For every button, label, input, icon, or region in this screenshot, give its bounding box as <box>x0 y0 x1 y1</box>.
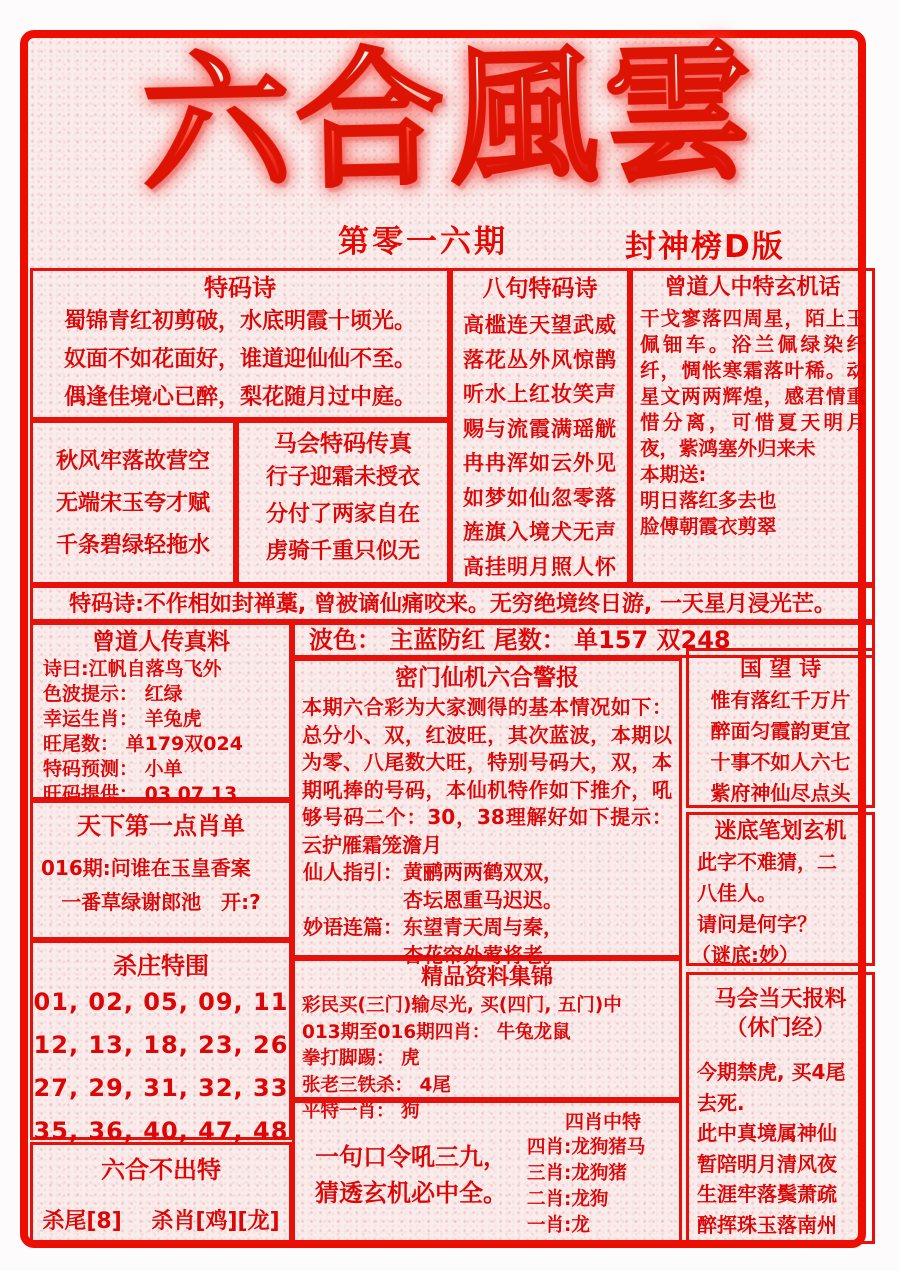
chuanzhenliao-line: 特码预测： 小单 <box>43 758 183 780</box>
sixiao-line: 三肖:龙狗猪 <box>527 1163 627 1184</box>
sixiao-title: 四肖中特 <box>564 1111 641 1133</box>
baju-title: 八句特码诗 <box>482 276 598 302</box>
shazhuang-numbers: 27, 29, 31, 32, 33 <box>33 1074 289 1102</box>
chuanzhen-box <box>236 420 450 585</box>
tema-shi-title: 特码诗 <box>204 274 276 302</box>
baju-box <box>450 268 630 585</box>
chuanzhenliao-line: 旺码提供： 03 07 13 <box>43 783 238 805</box>
jingpin-line: 张老三铁杀： 4尾 <box>302 1074 451 1096</box>
kouling-box <box>292 1100 682 1244</box>
chuanzhen-line: 分付了两家自在 <box>265 502 420 527</box>
midi-line: 此字不难猜，二 <box>697 850 837 874</box>
tema-shi-line: 蜀锦青红初剪破，水底明霞十顷光。 <box>63 309 416 334</box>
issue-number: 第零一六期 <box>338 224 508 260</box>
mimen-body: 本期六合彩为大家测得的基本情况如下：总分小、双，红波旺，其次蓝波，本期以为零、八尾数大旺，特别号码大，双，本期吼捧的号码，本仙机特作如下推介，吼够号码二个：30，38理解好如下提示：云护雁霜笼澹月 <box>302 695 672 857</box>
baoliao-box <box>686 972 875 1244</box>
baju-line: 听水上红妆笑声 <box>463 382 617 406</box>
tema-shi-line: 偶逢佳境心已醉，梨花随月过中庭。 <box>63 385 416 410</box>
shazhuang-numbers: 01, 02, 05, 09, 11 <box>33 988 289 1016</box>
kouling-line: 一句口令吼三九， <box>315 1143 507 1171</box>
midi-title: 迷底笔划玄机 <box>714 819 847 844</box>
midi-line: 八佳人。 <box>697 881 777 905</box>
chuanzhenliao-line: 幸运生肖： 羊兔虎 <box>43 708 202 730</box>
tema-shi-line: 奴面不如花面好，谁道迎仙仙不至。 <box>63 347 416 372</box>
guowang-box <box>686 648 875 808</box>
kouling-slogan <box>295 1133 527 1211</box>
guowang-title: 国 望 诗 <box>739 657 822 682</box>
baju-line: 冉冉浑如云外见 <box>463 451 617 475</box>
page-title: 六合風雲 <box>0 33 900 207</box>
tema-shi-strip <box>30 585 875 622</box>
guowang-line: 紫府神仙尽点头 <box>710 781 851 805</box>
baoliao-line: 今期禁虎, 买4尾 <box>697 1060 846 1084</box>
tema-shi-strip-text: 特码诗:不作相如封禅藁, 曾被谪仙痛咬来。无穷绝境终日游, 一天星月浸光芒。 <box>69 592 836 617</box>
jingpin-title: 精品资料集锦 <box>420 965 553 990</box>
qiufeng-line: 千条碧绿轻拖水 <box>55 533 210 558</box>
xuanji-gift-line: 脸傅朝霞衣剪翠 <box>640 515 777 538</box>
baoliao-line: 去死. <box>697 1090 745 1115</box>
baoliao-line: 生涯牢落鬓萧疏 <box>697 1182 837 1206</box>
buchute-line: 杀尾[8] 杀肖[鸡][龙] <box>42 1209 280 1234</box>
guowang-line: 惟有落红千万片 <box>710 688 851 712</box>
xuanji-box <box>630 268 875 585</box>
dianxiao-line: 一番草绿谢郎池 开:? <box>61 890 261 914</box>
baju-line: 如梦如仙忽零落 <box>463 485 617 510</box>
buchute-title: 六合不出特 <box>101 1156 221 1184</box>
mimen-line: 仙人指引：黄鹂两两鹤双双， <box>303 860 563 884</box>
midi-line: 请问是何字？ <box>697 912 817 936</box>
sixiao-line: 一肖:龙 <box>527 1215 590 1236</box>
mimen-box <box>292 658 682 967</box>
baju-line: 高槛连天望武威 <box>463 313 617 337</box>
baju-line: 落花丛外风惊鹊 <box>463 347 617 372</box>
jingpin-line: 013期至016期四肖： 牛兔龙鼠 <box>302 1021 571 1043</box>
tema-shi-box <box>30 268 450 420</box>
baju-line: 高挂明月照人怀 <box>463 554 617 579</box>
edition-label: 封神榜D版 <box>625 229 785 265</box>
qiufeng-line: 秋风牢落故营空 <box>55 449 210 474</box>
qiufeng-line: 无端宋玉夸才赋 <box>55 491 210 516</box>
xuanji-body: 干戈寥落四周星，陌上玉佩钿车。浴兰佩绿染纤纤，惆怅寒霜落叶稀。动星文两两辉煌，感君情重惜分离，可惜夏天明月夜，紫鸿塞外归来未 <box>640 307 866 460</box>
sixiao-list <box>527 1105 679 1239</box>
guowang-line: 醉面匀霞韵更宜 <box>710 719 851 743</box>
chuanzhenliao-line: 旺尾数： 单179双024 <box>43 733 243 755</box>
mimen-line: 妙语连篇：东望青天周与秦， <box>303 915 563 939</box>
midi-answer: （谜底:妙） <box>691 943 799 967</box>
baoliao-line: 醉挥珠玉落南州 <box>697 1212 837 1237</box>
baju-line: 旌旗入境犬无声 <box>463 520 617 544</box>
buchute-box <box>30 1142 292 1244</box>
qiufeng-poem-box <box>30 420 236 585</box>
chuanzhen-title: 马会特码传真 <box>274 431 412 457</box>
jingpin-line: 拳打脚踢： 虎 <box>302 1048 420 1069</box>
baoliao-title: 马会当天报料 <box>714 987 847 1012</box>
dianxiao-title: 天下第一点肖单 <box>77 812 245 840</box>
xuanji-title: 曾道人中特玄机话 <box>664 275 841 300</box>
mimen-line: 杏花帘外莺将老。 <box>403 942 563 967</box>
chuanzhen-line: 虏骑千重只似无 <box>265 539 420 564</box>
xuanji-gift-line: 明日落红多去也 <box>640 489 777 512</box>
sixiao-line: 四肖:龙狗猪马 <box>527 1137 646 1158</box>
baoliao-line: 暂陪明月清风夜 <box>697 1151 837 1176</box>
baoliao-subtitle: （休门经） <box>725 1016 836 1041</box>
dianxiao-line: 016期:问谁在玉皇香案 <box>41 856 251 880</box>
shazhuang-numbers: 35, 36, 40, 47, 48 <box>33 1117 289 1145</box>
kouling-line: 猜透玄机必中全。 <box>315 1179 507 1207</box>
jingpin-line: 平特一肖： 狗 <box>302 1101 420 1122</box>
boce-text: 波色： 主蓝防红 尾数： 单157 双248 <box>309 626 731 654</box>
chuanzhenliao-line: 诗曰:江帆自落鸟飞外 <box>43 658 222 680</box>
baoliao-line: 此中真境属神仙 <box>697 1121 837 1145</box>
chuanzhenliao-title: 曾道人传真料 <box>92 629 230 655</box>
chuanzhenliao-box <box>30 622 292 805</box>
baju-line: 赐与流霞满瑶觥 <box>463 416 617 441</box>
shazhuang-title: 杀庄特围 <box>113 952 209 980</box>
chuanzhen-line: 行子迎霜未授衣 <box>265 465 420 490</box>
shazhuang-box <box>30 940 292 1145</box>
midi-box <box>686 812 875 966</box>
guowang-line: 十事不如人六七 <box>710 750 851 774</box>
xuanji-gift-label: 本期送: <box>640 463 707 486</box>
shazhuang-numbers: 12, 13, 18, 23, 26 <box>33 1031 289 1059</box>
chuanzhenliao-line: 色波提示： 红绿 <box>43 683 183 705</box>
dianxiao-box <box>30 800 292 940</box>
jingpin-line: 彩民买(三门)输尽光, 买(四门, 五门)中 <box>302 995 622 1016</box>
spacer <box>689 1043 872 1057</box>
mimen-title: 密门仙机六合警报 <box>395 665 579 691</box>
sixiao-line: 二肖:龙狗 <box>527 1189 609 1210</box>
mimen-line: 杏坛恩重马迟迟。 <box>403 887 563 912</box>
